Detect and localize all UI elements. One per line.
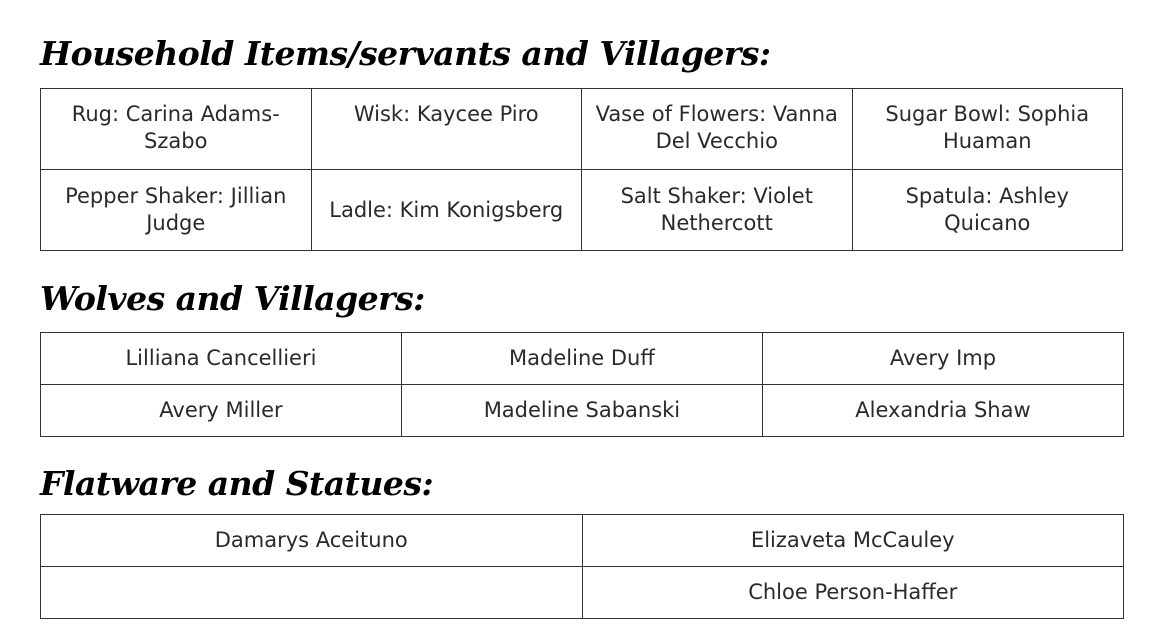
cast-cell: Madeline Duff [401,333,762,385]
cast-cell: Damarys Aceituno [41,515,583,567]
cast-cell: Madeline Sabanski [401,385,762,437]
cast-cell: Elizaveta McCauley [582,515,1124,567]
cast-cell: Salt Shaker: Violet Nethercott [582,170,853,251]
section-heading-wolves: Wolves and Villagers: [40,279,425,318]
cast-cell: Avery Miller [41,385,402,437]
cast-cell: Wisk: Kaycee Piro [311,89,582,170]
wolves-table [40,332,1124,437]
table-row [41,515,1124,567]
section-heading-household-items: Household Items/servants and Villagers: [40,34,771,73]
table-row [41,385,1124,437]
table-row [41,333,1124,385]
table-row [41,567,1124,619]
cast-cell: Spatula: Ashley Quicano [852,170,1123,251]
cast-cell: Lilliana Cancellieri [41,333,402,385]
cast-cell: Ladle: Kim Konigsberg [311,170,582,251]
flatware-table [40,514,1124,619]
section-heading-flatware: Flatware and Statues: [40,464,434,503]
cast-cell: Rug: Carina Adams-Szabo [41,89,312,170]
cast-cell [41,567,583,619]
cast-cell: Alexandria Shaw [762,385,1123,437]
household-items-table [40,88,1123,251]
cast-cell: Chloe Person-Haffer [582,567,1124,619]
cast-cell: Sugar Bowl: Sophia Huaman [852,89,1123,170]
table-row [41,170,1123,251]
cast-cell: Pepper Shaker: Jillian Judge [41,170,312,251]
table-row [41,89,1123,170]
cast-cell: Avery Imp [762,333,1123,385]
cast-cell: Vase of Flowers: Vanna Del Vecchio [582,89,853,170]
